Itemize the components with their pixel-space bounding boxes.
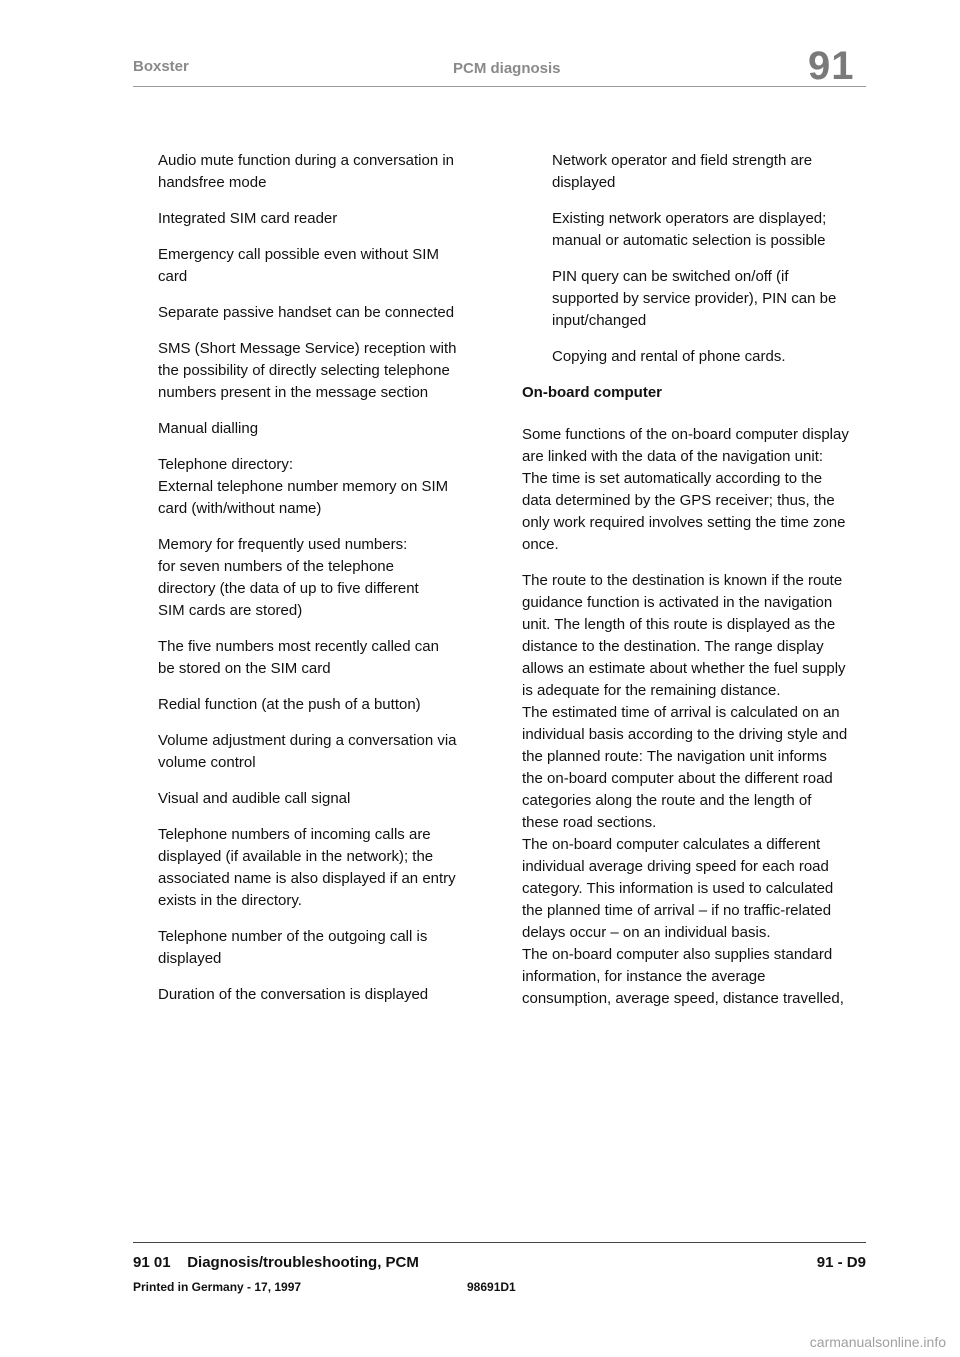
feature-item xyxy=(158,984,478,1006)
onboard-paragraph xyxy=(522,424,867,556)
text-line: The five numbers most recently called can xyxy=(158,638,439,655)
text-line: The time is set automatically according to the xyxy=(522,470,823,487)
text-line: handsfree mode xyxy=(158,174,267,191)
text-line: for seven numbers of the telephone xyxy=(158,558,394,575)
feature-item xyxy=(158,926,478,970)
text-line: displayed xyxy=(552,174,616,191)
text-line: Separate passive handset can be connected xyxy=(158,304,455,321)
text-line: volume control xyxy=(158,754,256,771)
text-line: the planned time of arrival – if no traffic-related xyxy=(522,902,832,919)
text-line: Telephone directory: xyxy=(158,456,294,473)
text-line: unit. The length of this route is displayed as the xyxy=(522,616,836,633)
text-line: Emergency call possible even without SIM xyxy=(158,246,439,263)
text-line: card (with/without name) xyxy=(158,500,322,517)
text-line: consumption, average speed, distance travelled, xyxy=(522,990,844,1007)
text-line: Duration of the conversation is displayed xyxy=(158,986,429,1003)
text-line: The route to the destination is known if the route xyxy=(522,572,843,589)
text-line: Some functions of the on-board computer display xyxy=(522,426,849,443)
text-line: these road sections. xyxy=(522,814,657,831)
text-line: External telephone number memory on SIM xyxy=(158,478,449,495)
text-line: categories along the route and the length of xyxy=(522,792,812,809)
text-line: the possibility of directly selecting telephone xyxy=(158,362,450,379)
text-line: Volume adjustment during a conversation via xyxy=(158,732,457,749)
feature-item xyxy=(158,788,478,810)
feature-item xyxy=(158,418,478,440)
text-line: Visual and audible call signal xyxy=(158,790,351,807)
feature-item xyxy=(158,636,478,680)
onboard-paragraph xyxy=(522,570,867,1010)
text-line: SIM cards are stored) xyxy=(158,602,303,619)
feature-item xyxy=(158,534,478,622)
text-line: Memory for frequently used numbers: xyxy=(158,536,408,553)
feature-item xyxy=(522,150,867,194)
footer-section: 91 01 Diagnosis/troubleshooting, PCM xyxy=(133,1254,419,1271)
watermark: carmanualsonline.info xyxy=(809,1334,946,1350)
text-line: displayed (if available in the network); the xyxy=(158,848,434,865)
text-line: data determined by the GPS receiver; thus, the xyxy=(522,492,835,509)
text-line: information, for instance the average xyxy=(522,968,766,985)
text-line: Copying and rental of phone cards. xyxy=(552,348,786,365)
feature-item xyxy=(158,454,478,520)
feature-item xyxy=(522,208,867,252)
text-line: are linked with the data of the navigation unit: xyxy=(522,448,824,465)
text-line: The estimated time of arrival is calculated on an xyxy=(522,704,840,721)
text-line: directory (the data of up to five different xyxy=(158,580,419,597)
left-column xyxy=(158,150,478,1020)
feature-item xyxy=(158,824,478,912)
right-column xyxy=(522,150,867,1024)
text-line: supported by service provider), PIN can be xyxy=(552,290,837,307)
text-line: allows an estimate about whether the fuel supply xyxy=(522,660,846,677)
footer-code: 98691D1 xyxy=(467,1280,516,1294)
header-rule xyxy=(133,86,866,87)
feature-item xyxy=(158,730,478,774)
text-line: Existing network operators are displayed; xyxy=(552,210,827,227)
text-line: Integrated SIM card reader xyxy=(158,210,338,227)
text-line: Redial function (at the push of a button) xyxy=(158,696,421,713)
text-line: category. This information is used to calculated xyxy=(522,880,834,897)
text-line: The on-board computer calculates a different xyxy=(522,836,821,853)
text-line: PIN query can be switched on/off (if xyxy=(552,268,789,285)
feature-item xyxy=(522,346,867,368)
feature-item xyxy=(158,338,478,404)
text-line: individual average driving speed for each road xyxy=(522,858,829,875)
feature-item xyxy=(158,150,478,194)
text-line: the on-board computer about the different road xyxy=(522,770,833,787)
text-line: manual or automatic selection is possible xyxy=(552,232,826,249)
footer-rule xyxy=(133,1242,866,1243)
text-line: displayed xyxy=(158,950,222,967)
text-line: individual basis according to the driving style and xyxy=(522,726,848,743)
text-line: once. xyxy=(522,536,559,553)
text-line: Network operator and field strength are xyxy=(552,152,813,169)
text-line: is adequate for the remaining distance. xyxy=(522,682,781,699)
feature-item xyxy=(522,266,867,332)
text-line: the planned route: The navigation unit informs xyxy=(522,748,827,765)
right-column-items xyxy=(522,150,867,368)
text-line: numbers present in the message section xyxy=(158,384,429,401)
header-section-title: PCM diagnosis xyxy=(453,60,561,77)
text-line: SMS (Short Message Service) reception with xyxy=(158,340,457,357)
onboard-heading: On-board computer xyxy=(522,384,663,401)
text-line: delays occur – on an individual basis. xyxy=(522,924,771,941)
header-model: Boxster xyxy=(133,58,189,75)
text-line: Manual dialling xyxy=(158,420,259,437)
text-line: guidance function is activated in the navigation xyxy=(522,594,833,611)
text-line: exists in the directory. xyxy=(158,892,302,909)
header-chapter-number: 91 xyxy=(808,44,855,88)
text-line: Audio mute function during a conversation in xyxy=(158,152,455,169)
text-line: The on-board computer also supplies standard xyxy=(522,946,833,963)
text-line: be stored on the SIM card xyxy=(158,660,331,677)
onboard-paragraphs xyxy=(522,424,867,1010)
text-line: only work required involves setting the time zone xyxy=(522,514,846,531)
text-line: distance to the destination. The range display xyxy=(522,638,824,655)
text-line: associated name is also displayed if an entry xyxy=(158,870,456,887)
text-line: Telephone number of the outgoing call is xyxy=(158,928,428,945)
text-line: input/changed xyxy=(552,312,647,329)
feature-item xyxy=(158,208,478,230)
feature-item xyxy=(158,244,478,288)
footer-printed: Printed in Germany - 17, 1997 xyxy=(133,1280,302,1294)
feature-item xyxy=(158,302,478,324)
text-line: card xyxy=(158,268,188,285)
feature-item xyxy=(158,694,478,716)
footer-page-number: 91 - D9 xyxy=(816,1254,866,1271)
text-line: Telephone numbers of incoming calls are xyxy=(158,826,431,843)
